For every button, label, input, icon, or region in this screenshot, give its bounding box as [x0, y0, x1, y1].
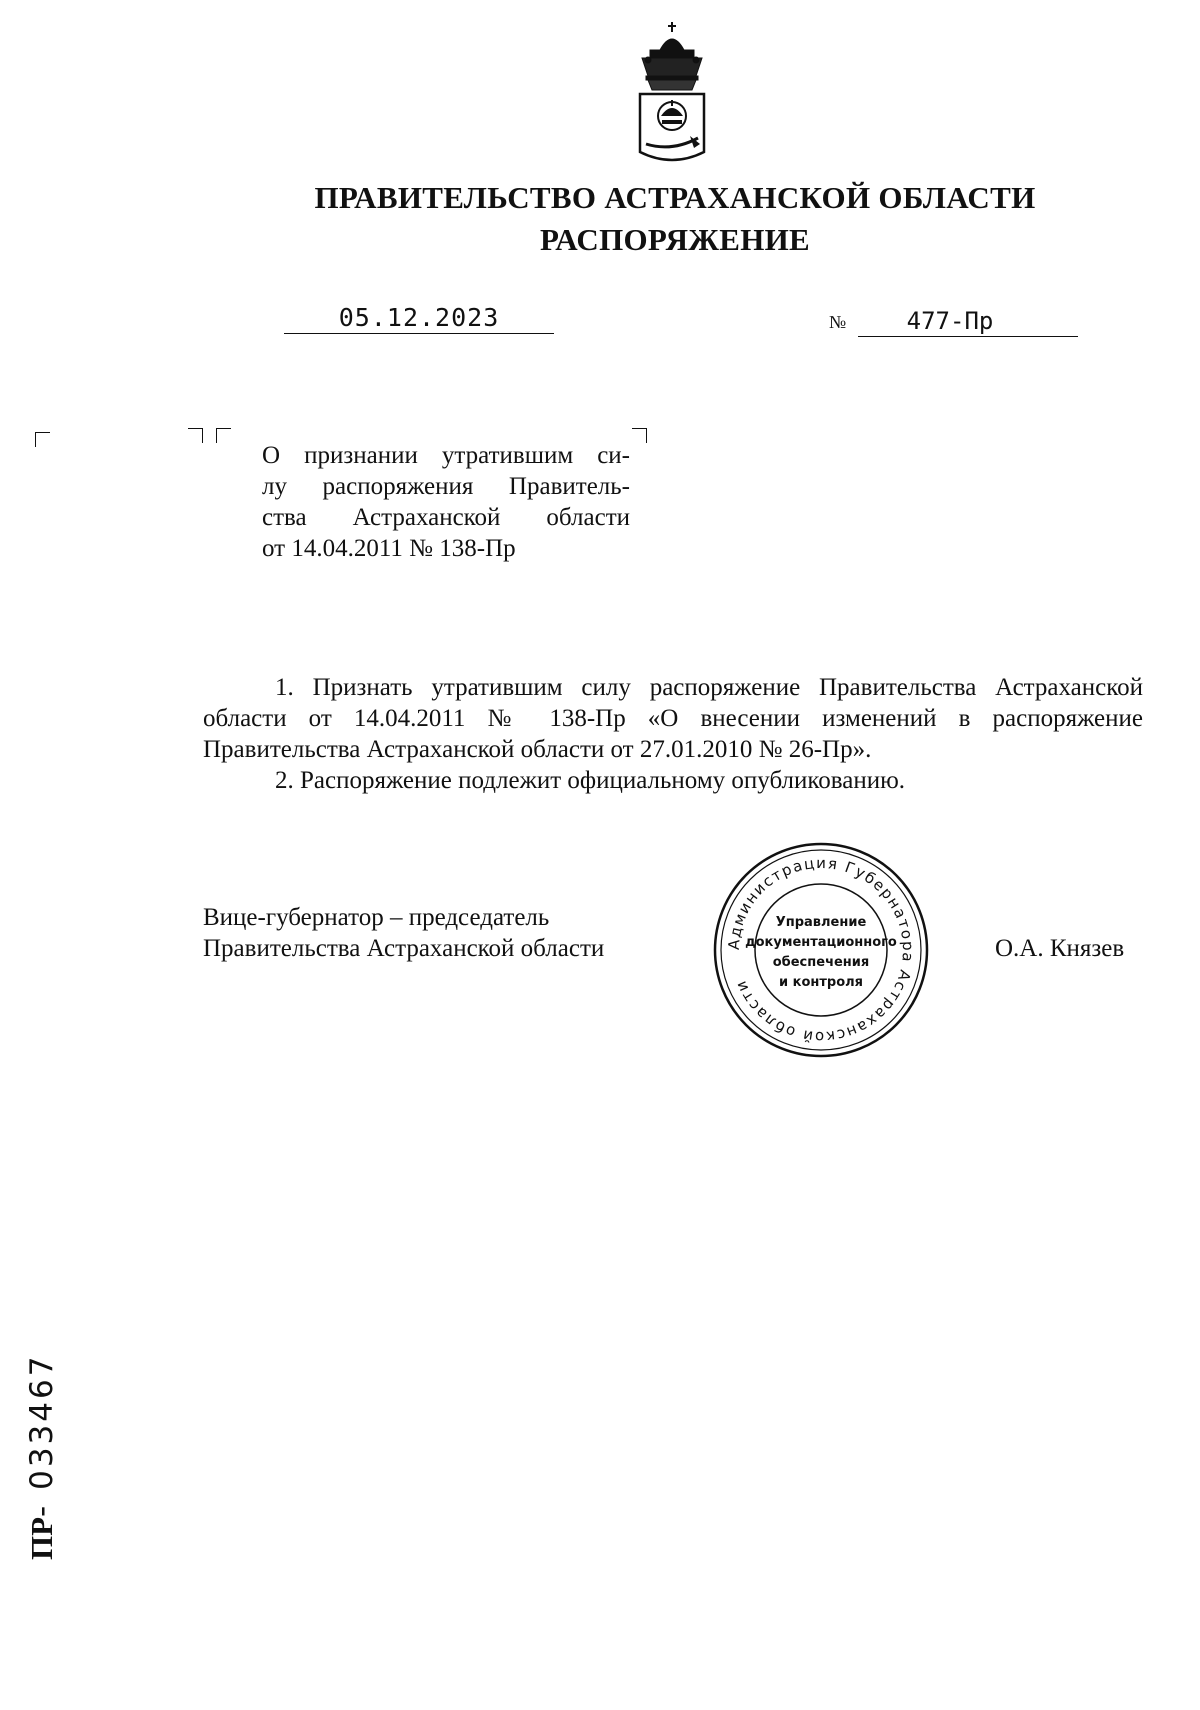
body-paragraph-1: 1. Признать утратившим силу распоряжение Правительства Астраханской области от 14.04.2011 № 138-Пр «О внесении изменений в распоряжение Правительства Астраханской области от 27.01.2010 № 26-Пр». [203, 674, 1143, 763]
stamp-center-line: Управление [775, 915, 867, 930]
signer-position-line-1: Вице-губернатор – председатель [203, 904, 550, 931]
number-label: № [829, 312, 847, 332]
document-date: 05.12.2023 [284, 303, 554, 334]
subject-corner-mark-top-left-a [188, 428, 203, 443]
svg-text:Администрация Губернатора Астр [725, 854, 917, 1046]
stamp-ring-text: Администрация Губернатора Астраханской области [724, 853, 918, 1047]
document-type-title: РАСПОРЯЖЕНИЕ [539, 222, 811, 257]
body-paragraph-2: 2. Распоряжение подлежит официальному опубликованию. [275, 767, 906, 794]
stamp-center-line: документационного [745, 935, 897, 950]
subject-corner-mark-top-right [632, 428, 647, 443]
official-stamp [711, 840, 931, 1060]
signer-position-line-2: Правительства Астраханской области [203, 935, 605, 962]
left-margin-corner-mark [35, 432, 50, 447]
subject-line: ства Астраханской области [262, 504, 630, 531]
signer-position [203, 902, 604, 964]
subject-line: О признании утратившим си- [262, 442, 630, 469]
stamp-center-line: и контроля [778, 975, 864, 990]
stamp-center-line: обеспечения [772, 955, 870, 970]
document-body [203, 672, 1143, 796]
government-title: ПРАВИТЕЛЬСТВО АСТРАХАНСКОЙ ОБЛАСТИ [314, 180, 1036, 215]
subject-corner-mark-top-left-b [216, 428, 231, 443]
document-number: 477-Пр [906, 307, 994, 335]
document-number-field [858, 306, 1078, 337]
document-subject [262, 440, 630, 564]
signer-name: О.А. Князев [995, 935, 1125, 962]
side-code-digits: - 033467 [24, 1353, 60, 1517]
subject-line: лу распоряжения Правитель- [262, 473, 630, 500]
coat-of-arms-icon [632, 20, 712, 168]
side-registration-code [22, 1354, 62, 1560]
subject-line: от 14.04.2011 № 138-Пр [262, 535, 516, 562]
side-code-prefix: ПР [24, 1516, 59, 1560]
